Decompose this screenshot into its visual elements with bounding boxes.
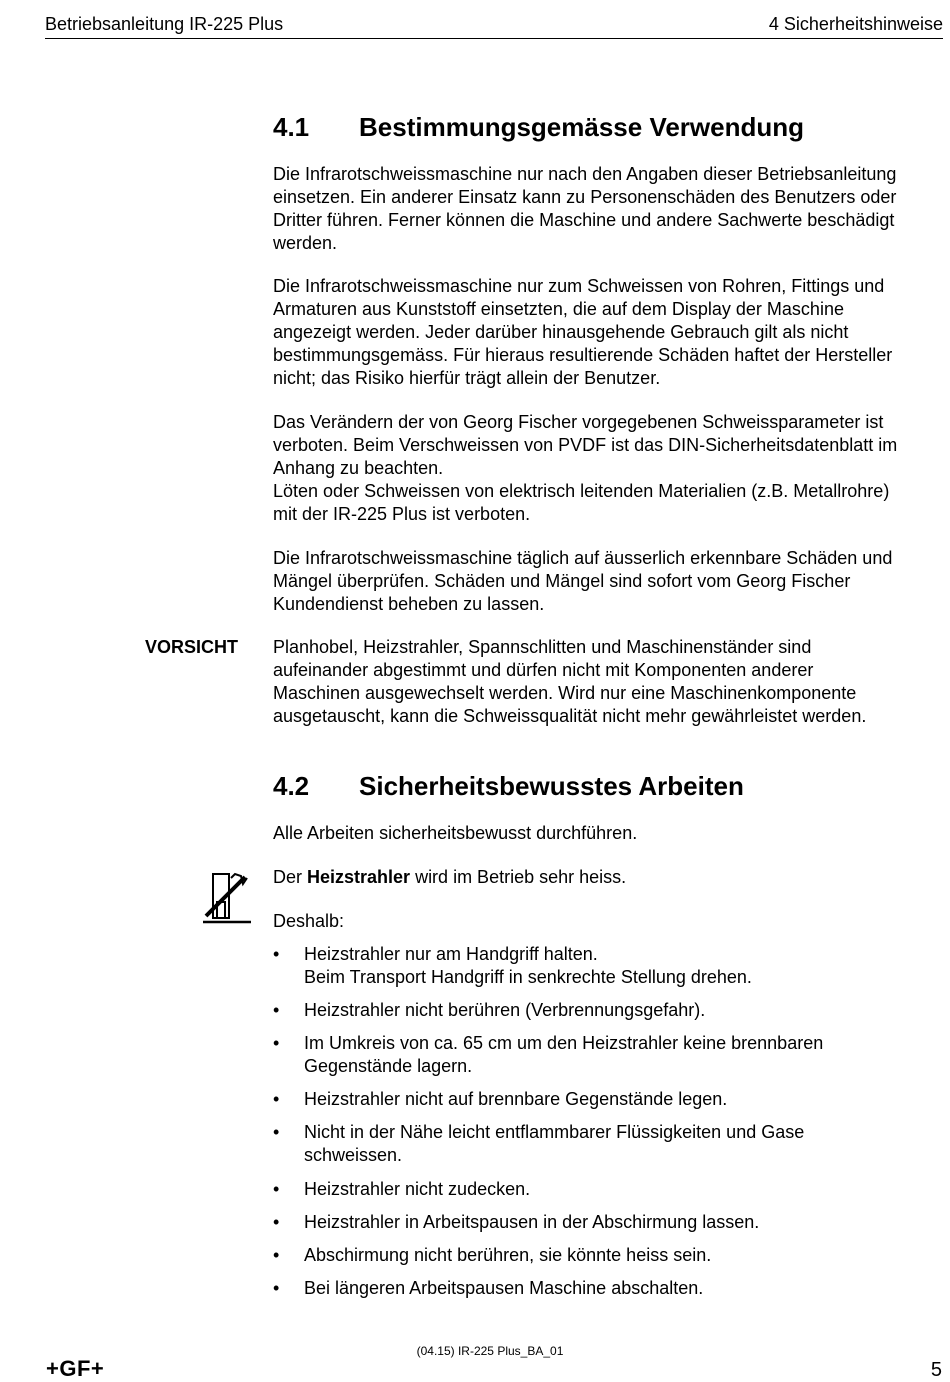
header-chapter-title: 4 Sicherheitshinweise xyxy=(768,14,943,34)
paragraph-caution xyxy=(273,636,941,728)
bullet-marker: • xyxy=(273,1245,280,1265)
list-item-text xyxy=(304,1032,823,1078)
text-line: Kundendienst beheben zu lassen. xyxy=(273,594,545,614)
bullet-marker: • xyxy=(273,1122,280,1142)
caution-label: VORSICHT xyxy=(145,637,239,657)
section-title: Bestimmungsgemässe Verwendung xyxy=(359,112,805,142)
text-line: aufeinander abgestimmt und dürfen nicht mit Komponenten anderer xyxy=(273,660,814,680)
text-line: Mängel überprüfen. Schäden und Mängel sind sofort vom Georg Fischer xyxy=(273,571,851,591)
text-line: Heizstrahler nicht auf brennbare Gegenstände legen. xyxy=(304,1089,728,1109)
text-line: Beim Transport Handgriff in senkrechte Stellung drehen. xyxy=(304,967,752,987)
bullet-marker: • xyxy=(273,944,280,964)
text-line: schweissen. xyxy=(304,1145,403,1165)
text-line: nicht; das Risiko hierfür trägt allein der Benutzer. xyxy=(273,368,661,388)
page-number: 5 xyxy=(930,1359,942,1381)
text-line: mit der IR-225 Plus ist verboten. xyxy=(273,504,531,524)
bullet-marker: • xyxy=(273,1212,280,1232)
text-line: Bei längeren Arbeitspausen Maschine abschalten. xyxy=(304,1278,704,1298)
bullet-marker: • xyxy=(273,1000,280,1020)
paragraph-deshalb xyxy=(273,910,941,933)
paragraph-intro xyxy=(273,822,941,845)
text-line: Heizstrahler nicht berühren (Verbrennungsgefahr). xyxy=(304,1000,706,1020)
warning-prefix: Der xyxy=(273,867,308,887)
text-line: Die Infrarotschweissmaschine nur nach den Angaben dieser Betriebsanleitung xyxy=(273,164,897,184)
list-item-text xyxy=(304,1244,711,1267)
warning-suffix: wird im Betrieb sehr heiss. xyxy=(410,867,627,887)
text-line: Abschirmung nicht berühren, sie könnte heiss sein. xyxy=(304,1245,712,1265)
warning-line xyxy=(273,866,941,889)
list-item-text xyxy=(304,1121,804,1167)
text-line: angezeigt werden. Jeder darüber hinausgehende Gebrauch gilt als nicht xyxy=(273,322,849,342)
text-line: Heizstrahler nur am Handgriff halten. xyxy=(304,944,598,964)
list-item-text xyxy=(304,1088,727,1111)
text-line: Maschinen ausgewechselt werden. Wird nur eine Maschinenkomponente xyxy=(273,683,857,703)
text-line: Planhobel, Heizstrahler, Spannschlitten und Maschinenständer sind xyxy=(273,637,812,657)
hot-surface-icon xyxy=(203,872,251,924)
bullet-marker: • xyxy=(273,1089,280,1109)
text-line: Im Umkreis von ca. 65 cm um den Heizstrahler keine brennbaren xyxy=(304,1033,824,1053)
section-heading-4-2 xyxy=(273,771,744,801)
section-title: Sicherheitsbewusstes Arbeiten xyxy=(359,771,744,801)
text-line: Die Infrarotschweissmaschine nur zum Schweissen von Rohren, Fittings und xyxy=(273,276,885,296)
list-item-text xyxy=(304,1211,759,1234)
bullet-marker: • xyxy=(273,1179,280,1199)
bullet-marker: • xyxy=(273,1278,280,1298)
text-line: Dritter führen. Ferner können die Maschine und andere Sachwerte beschädigt xyxy=(273,210,895,230)
paragraph-daily-check xyxy=(273,547,941,616)
text-line: Gegenstände lagern. xyxy=(304,1056,473,1076)
paragraph-parameters xyxy=(273,411,941,526)
section-number: 4.2 xyxy=(273,771,310,801)
text-line: Die Infrarotschweissmaschine täglich auf äusserlich erkennbare Schäden und xyxy=(273,548,893,568)
list-item-text xyxy=(304,999,705,1022)
text-line: bestimmungsgemäss. Für hieraus resultierende Schäden haftet der Hersteller xyxy=(273,345,893,365)
gf-logo: +GF+ xyxy=(46,1356,105,1381)
paragraph-heater-warning xyxy=(273,866,941,889)
text-line: Anhang zu beachten. xyxy=(273,458,444,478)
page-header xyxy=(45,12,943,39)
footer-document-code: (04.15) IR-225 Plus_BA_01 xyxy=(416,1344,564,1358)
section-heading-4-1 xyxy=(273,112,804,142)
text-line: Armaturen aus Kunststoff einsetzten, die auf dem Display der Maschine xyxy=(273,299,844,319)
list-item-text xyxy=(304,1277,703,1300)
text-line: Löten oder Schweissen von elektrisch leitenden Materialien (z.B. Metallrohre) xyxy=(273,481,890,501)
warning-bold-term: Heizstrahler xyxy=(307,867,411,887)
paragraph-usage-instructions xyxy=(273,163,941,255)
list-item-text xyxy=(304,943,752,989)
text-line: Alle Arbeiten sicherheitsbewusst durchführen. xyxy=(273,823,638,843)
header-document-title: Betriebsanleitung IR-225 Plus xyxy=(45,14,284,34)
text-line: verboten. Beim Verschweissen von PVDF ist das DIN-Sicherheitsdatenblatt im xyxy=(273,435,898,455)
bullet-marker: • xyxy=(273,1033,280,1053)
text-line: werden. xyxy=(273,233,338,253)
text-line: Heizstrahler nicht zudecken. xyxy=(304,1179,531,1199)
text-line: ausgetauscht, kann die Schweissqualität nicht mehr gewährleistet werden. xyxy=(273,706,867,726)
text-line: einsetzen. Ein anderer Einsatz kann zu Personenschäden des Benutzers oder xyxy=(273,187,897,207)
text-line: Nicht in der Nähe leicht entflammbarer Flüssigkeiten und Gase xyxy=(304,1122,805,1142)
paragraph-intended-use xyxy=(273,275,941,390)
section-number: 4.1 xyxy=(273,112,310,142)
list-item-text xyxy=(304,1178,530,1201)
text-line: Heizstrahler in Arbeitspausen in der Abschirmung lassen. xyxy=(304,1212,760,1232)
text-line: Das Verändern der von Georg Fischer vorgegebenen Schweissparameter ist xyxy=(273,412,884,432)
text-line: Deshalb: xyxy=(273,911,345,931)
